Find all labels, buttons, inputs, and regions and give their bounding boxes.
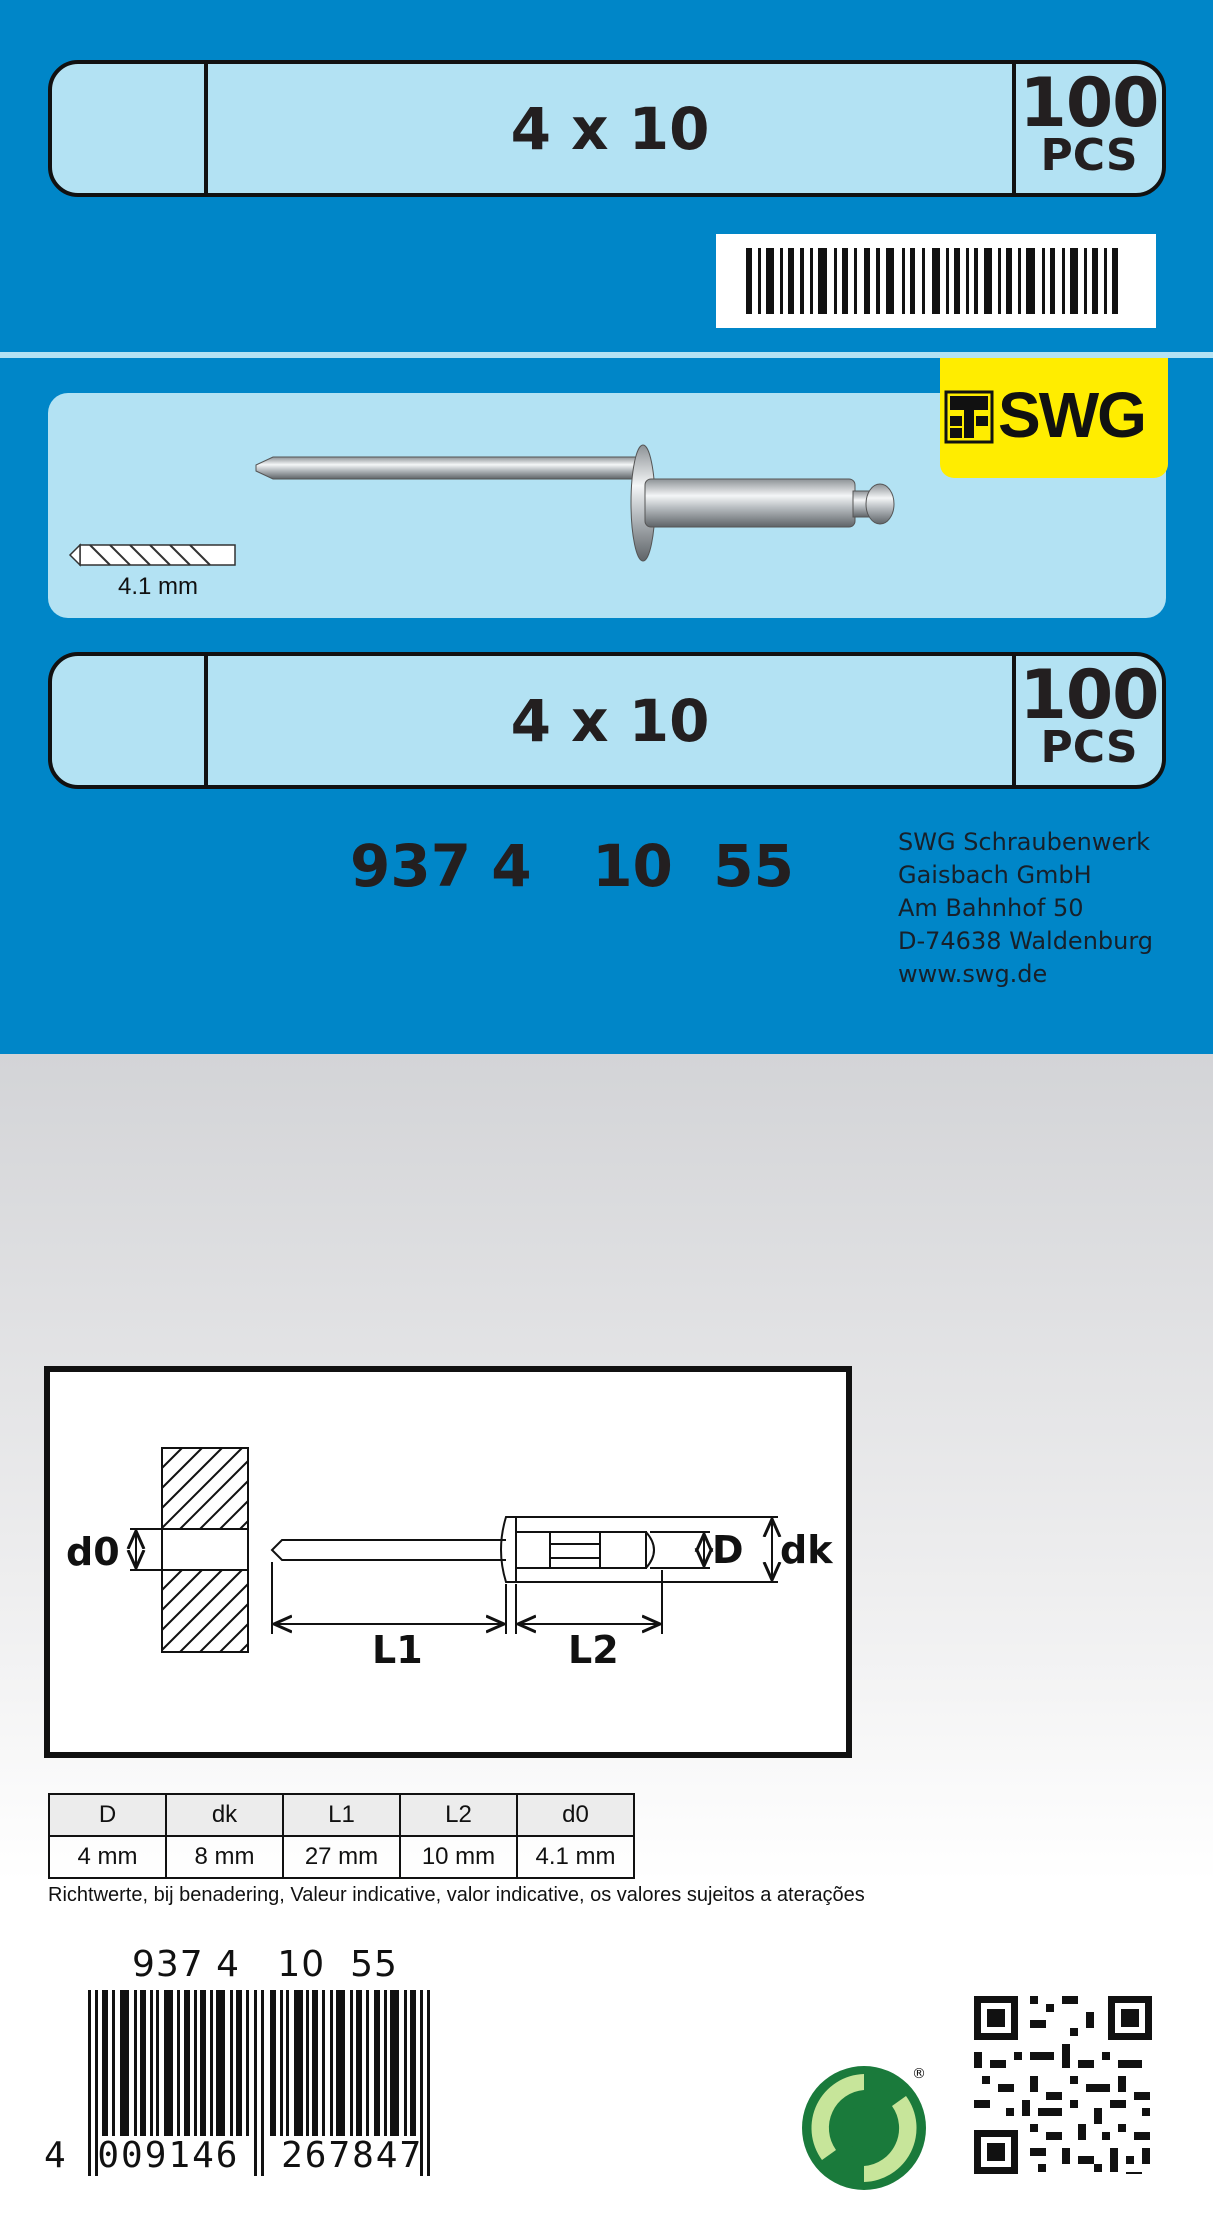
swg-logo-text: SWG — [998, 379, 1145, 451]
manufacturer-name-line2: Gaisbach GmbH — [898, 861, 1092, 889]
spec-value-L1: 27 mm — [283, 1836, 400, 1878]
spec-header-dk: dk — [166, 1794, 283, 1836]
drill-bit-icon — [70, 545, 235, 565]
manufacturer-name-line1: SWG Schraubenwerk — [898, 828, 1150, 856]
size-text: 4 x 10 — [510, 94, 710, 163]
green-dot-mark — [802, 2060, 932, 2190]
label-dk: dk — [780, 1528, 833, 1572]
recycling-icon — [802, 2060, 932, 2190]
qr-code — [974, 1996, 1152, 2174]
ean-first-digit: 4 — [44, 2135, 68, 2176]
ean-group1: 009146 — [97, 2135, 240, 2176]
spec-header-L1: L1 — [283, 1794, 400, 1836]
quantity-box — [1016, 656, 1162, 773]
spec-header-d0: d0 — [517, 1794, 634, 1836]
svg-text:®: ® — [912, 2066, 926, 2082]
size-label-bar-bottom — [48, 652, 1166, 789]
label-L2: L2 — [568, 1628, 619, 1672]
spec-header-L2: L2 — [400, 1794, 517, 1836]
spec-header-D: D — [49, 1794, 166, 1836]
ean-group2: 267847 — [281, 2135, 424, 2176]
size-label-bar-top — [48, 60, 1166, 197]
spec-value-L2: 10 mm — [400, 1836, 517, 1878]
quantity-number: 100 — [1019, 64, 1159, 143]
label-d0: d0 — [66, 1530, 120, 1574]
label-L1: L1 — [372, 1628, 423, 1672]
quantity-number: 100 — [1019, 656, 1159, 735]
disclaimer-text: Richtwerte, bij benadering, Valeur indicative, valor indicative, os valores sujeitos a aterações — [48, 1884, 865, 1906]
drill-size-label: 4.1 mm — [118, 573, 199, 600]
quantity-unit: PCS — [1040, 722, 1138, 773]
rivet-dimension-diagram — [44, 1366, 852, 1758]
ean-digits — [44, 2135, 423, 2176]
manufacturer-street: Am Bahnhof 50 — [898, 894, 1084, 922]
spec-table-header-row — [49, 1794, 634, 1836]
barcode-article-number: 937 4 10 55 — [132, 1944, 398, 1985]
spec-table — [48, 1793, 635, 1879]
spec-value-d0: 4.1 mm — [517, 1836, 634, 1878]
internal-barcode-bars — [716, 234, 1156, 328]
size-text: 4 x 10 — [510, 686, 710, 755]
qr-code-pattern — [974, 1996, 1152, 2174]
article-number: 937 4 10 55 — [350, 832, 795, 900]
internal-barcode — [716, 234, 1156, 328]
swg-logo — [940, 358, 1168, 478]
quantity-unit: PCS — [1040, 130, 1138, 181]
spec-value-D: 4 mm — [49, 1836, 166, 1878]
quantity-box — [1016, 64, 1162, 181]
spec-value-dk: 8 mm — [166, 1836, 283, 1878]
manufacturer-website: www.swg.de — [898, 960, 1048, 988]
manufacturer-city: D-74638 Waldenburg — [898, 927, 1154, 955]
spec-table-value-row — [49, 1836, 634, 1878]
label-D: D — [712, 1528, 744, 1572]
